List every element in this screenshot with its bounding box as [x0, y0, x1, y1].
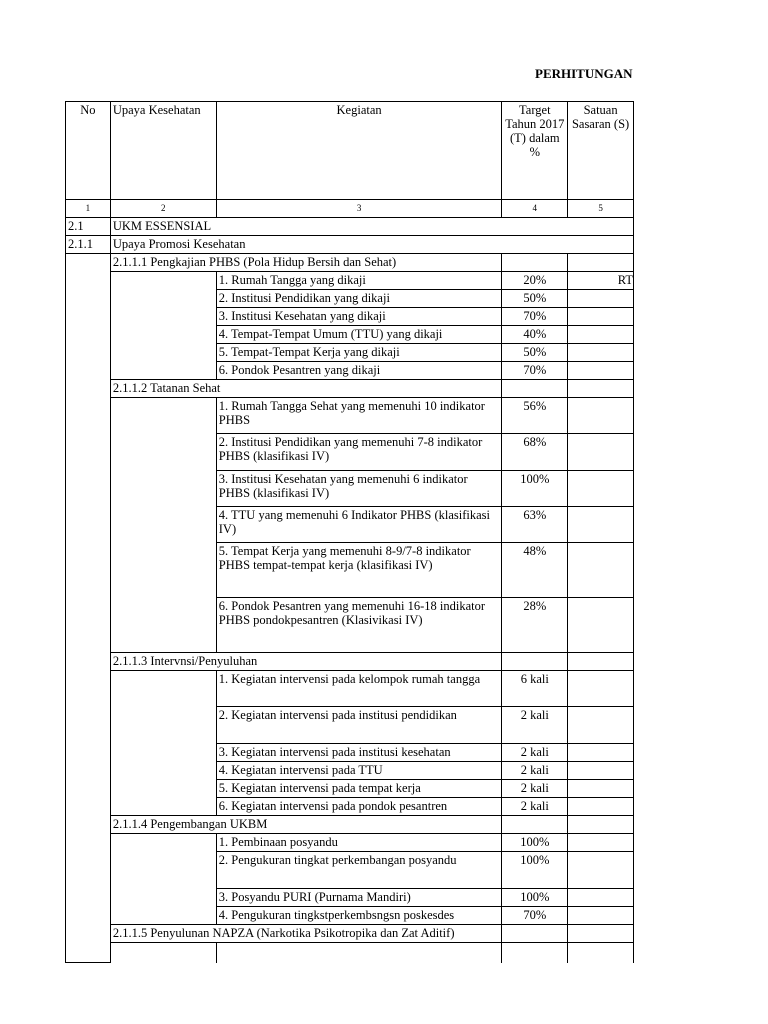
group-row	[66, 816, 634, 834]
satuan-cell	[568, 707, 634, 744]
satuan-cell	[568, 889, 634, 907]
upaya-spacer	[110, 398, 216, 653]
kegiatan-cell: 3. Kegiatan intervensi pada institusi kesehatan	[216, 744, 502, 762]
target-cell: 2 kali	[502, 780, 568, 798]
target-cell: 70%	[502, 362, 568, 380]
header-kegiatan: Kegiatan	[216, 102, 502, 200]
target-cell: 6 kali	[502, 671, 568, 707]
target-cell: 68%	[502, 434, 568, 471]
header-target: Target Tahun 2017 (T) dalam %	[502, 102, 568, 200]
target-cell: 2 kali	[502, 798, 568, 816]
satuan-cell	[568, 780, 634, 798]
subsection-row	[66, 236, 634, 254]
group-label: 2.1.1.3 Intervnsi/Penyuluhan	[110, 653, 502, 671]
target-cell: 2 kali	[502, 762, 568, 780]
header-row	[66, 102, 634, 200]
column-number-row	[66, 200, 634, 218]
satuan-cell	[568, 798, 634, 816]
target-cell: 63%	[502, 507, 568, 543]
target-cell	[502, 943, 568, 963]
satuan-cell	[568, 834, 634, 852]
section-number: 2.1.1	[66, 236, 111, 254]
perhitungan-table	[65, 101, 634, 963]
satuan-cell	[568, 362, 634, 380]
satuan-cell	[568, 744, 634, 762]
header-upaya-kesehatan: Upaya Kesehatan	[110, 102, 216, 200]
table-row	[66, 834, 634, 852]
column-number: 3	[216, 200, 502, 218]
target-cell: 50%	[502, 344, 568, 362]
satuan-cell	[568, 471, 634, 507]
target-cell: 2 kali	[502, 744, 568, 762]
satuan-cell	[568, 598, 634, 653]
target-cell: 48%	[502, 543, 568, 598]
kegiatan-cell: 1. Rumah Tangga Sehat yang memenuhi 10 indikator PHBS	[216, 398, 502, 434]
kegiatan-cell: 2. Pengukuran tingkat perkembangan posyandu	[216, 852, 502, 889]
satuan-cell	[568, 852, 634, 889]
kegiatan-cell: 4. Pengukuran tingkstperkembsngsn poskesdes	[216, 907, 502, 925]
satuan-cell	[568, 254, 634, 272]
table-row	[66, 671, 634, 707]
target-cell	[502, 925, 568, 943]
document-title: PERHITUNGAN	[535, 66, 633, 81]
target-cell	[502, 653, 568, 671]
satuan-cell	[568, 762, 634, 780]
target-cell	[502, 380, 568, 398]
section-label: UKM ESSENSIAL	[110, 218, 633, 236]
satuan-cell	[568, 943, 634, 963]
section-label: Upaya Promosi Kesehatan	[110, 236, 633, 254]
target-cell: 100%	[502, 852, 568, 889]
group-label: 2.1.1.5 Penyulunan NAPZA (Narkotika Psikotropika dan Zat Aditif)	[110, 925, 502, 943]
target-cell: 2 kali	[502, 707, 568, 744]
table-row	[66, 272, 634, 290]
table-row	[66, 943, 634, 963]
target-cell: 70%	[502, 308, 568, 326]
kegiatan-cell: 6. Pondok Pesantren yang dikaji	[216, 362, 502, 380]
column-number: 4	[502, 200, 568, 218]
spreadsheet-table-area	[65, 101, 634, 963]
satuan-cell	[568, 380, 634, 398]
kegiatan-cell: 4. Kegiatan intervensi pada TTU	[216, 762, 502, 780]
kegiatan-cell: 5. Kegiatan intervensi pada tempat kerja	[216, 780, 502, 798]
kegiatan-cell: 2. Kegiatan intervensi pada institusi pendidikan	[216, 707, 502, 744]
kegiatan-cell: 1. Pembinaan posyandu	[216, 834, 502, 852]
kegiatan-cell: 3. Institusi Kesehatan yang dikaji	[216, 308, 502, 326]
upaya-spacer	[110, 943, 216, 963]
satuan-cell	[568, 671, 634, 707]
group-row	[66, 925, 634, 943]
satuan-cell	[568, 816, 634, 834]
satuan-cell: RT	[568, 272, 634, 290]
group-label: 2.1.1.4 Pengembangan UKBM	[110, 816, 502, 834]
no-column-spacer	[66, 254, 111, 963]
satuan-cell	[568, 543, 634, 598]
satuan-cell	[568, 326, 634, 344]
satuan-cell	[568, 308, 634, 326]
kegiatan-cell: 2. Institusi Pendidikan yang memenuhi 7-8 indikator PHBS (klasifikasi IV)	[216, 434, 502, 471]
target-cell: 56%	[502, 398, 568, 434]
kegiatan-cell: 4. TTU yang memenuhi 6 Indikator PHBS (klasifikasi IV)	[216, 507, 502, 543]
group-row	[66, 653, 634, 671]
target-cell: 100%	[502, 889, 568, 907]
target-cell: 50%	[502, 290, 568, 308]
target-cell: 20%	[502, 272, 568, 290]
group-row	[66, 254, 634, 272]
kegiatan-cell: 5. Tempat Kerja yang memenuhi 8-9/7-8 indikator PHBS tempat-tempat kerja (klasifikasi IV)	[216, 543, 502, 598]
group-row	[66, 380, 634, 398]
satuan-cell	[568, 398, 634, 434]
target-cell: 100%	[502, 471, 568, 507]
kegiatan-cell: 1. Kegiatan intervensi pada kelompok rumah tangga	[216, 671, 502, 707]
kegiatan-cell: 2. Institusi Pendidikan yang dikaji	[216, 290, 502, 308]
section-number: 2.1	[66, 218, 111, 236]
target-cell: 40%	[502, 326, 568, 344]
satuan-cell	[568, 434, 634, 471]
upaya-spacer	[110, 272, 216, 380]
kegiatan-cell: 3. Institusi Kesehatan yang memenuhi 6 indikator PHBS (klasifikasi IV)	[216, 471, 502, 507]
table-row	[66, 398, 634, 434]
column-number: 2	[110, 200, 216, 218]
target-cell: 28%	[502, 598, 568, 653]
target-cell: 70%	[502, 907, 568, 925]
upaya-spacer	[110, 671, 216, 816]
column-number: 1	[66, 200, 111, 218]
satuan-cell	[568, 344, 634, 362]
group-label: 2.1.1.2 Tatanan Sehat	[110, 380, 502, 398]
header-satuan: Satuan Sasaran (S)	[568, 102, 634, 200]
kegiatan-cell: 1. Rumah Tangga yang dikaji	[216, 272, 502, 290]
satuan-cell	[568, 907, 634, 925]
target-cell: 100%	[502, 834, 568, 852]
satuan-cell	[568, 653, 634, 671]
column-number: 5	[568, 200, 634, 218]
upaya-spacer	[110, 834, 216, 925]
satuan-cell	[568, 290, 634, 308]
satuan-cell	[568, 925, 634, 943]
kegiatan-cell: 6. Kegiatan intervensi pada pondok pesantren	[216, 798, 502, 816]
kegiatan-cell: 6. Pondok Pesantren yang memenuhi 16-18 indikator PHBS pondokpesantren (Klasivikasi IV)	[216, 598, 502, 653]
section-row	[66, 218, 634, 236]
target-cell	[502, 254, 568, 272]
satuan-cell	[568, 507, 634, 543]
kegiatan-cell	[216, 943, 502, 963]
kegiatan-cell: 3. Posyandu PURI (Purnama Mandiri)	[216, 889, 502, 907]
target-cell	[502, 816, 568, 834]
kegiatan-cell: 4. Tempat-Tempat Umum (TTU) yang dikaji	[216, 326, 502, 344]
kegiatan-cell: 5. Tempat-Tempat Kerja yang dikaji	[216, 344, 502, 362]
group-label: 2.1.1.1 Pengkajian PHBS (Pola Hidup Bersih dan Sehat)	[110, 254, 502, 272]
header-no: No	[66, 102, 111, 200]
